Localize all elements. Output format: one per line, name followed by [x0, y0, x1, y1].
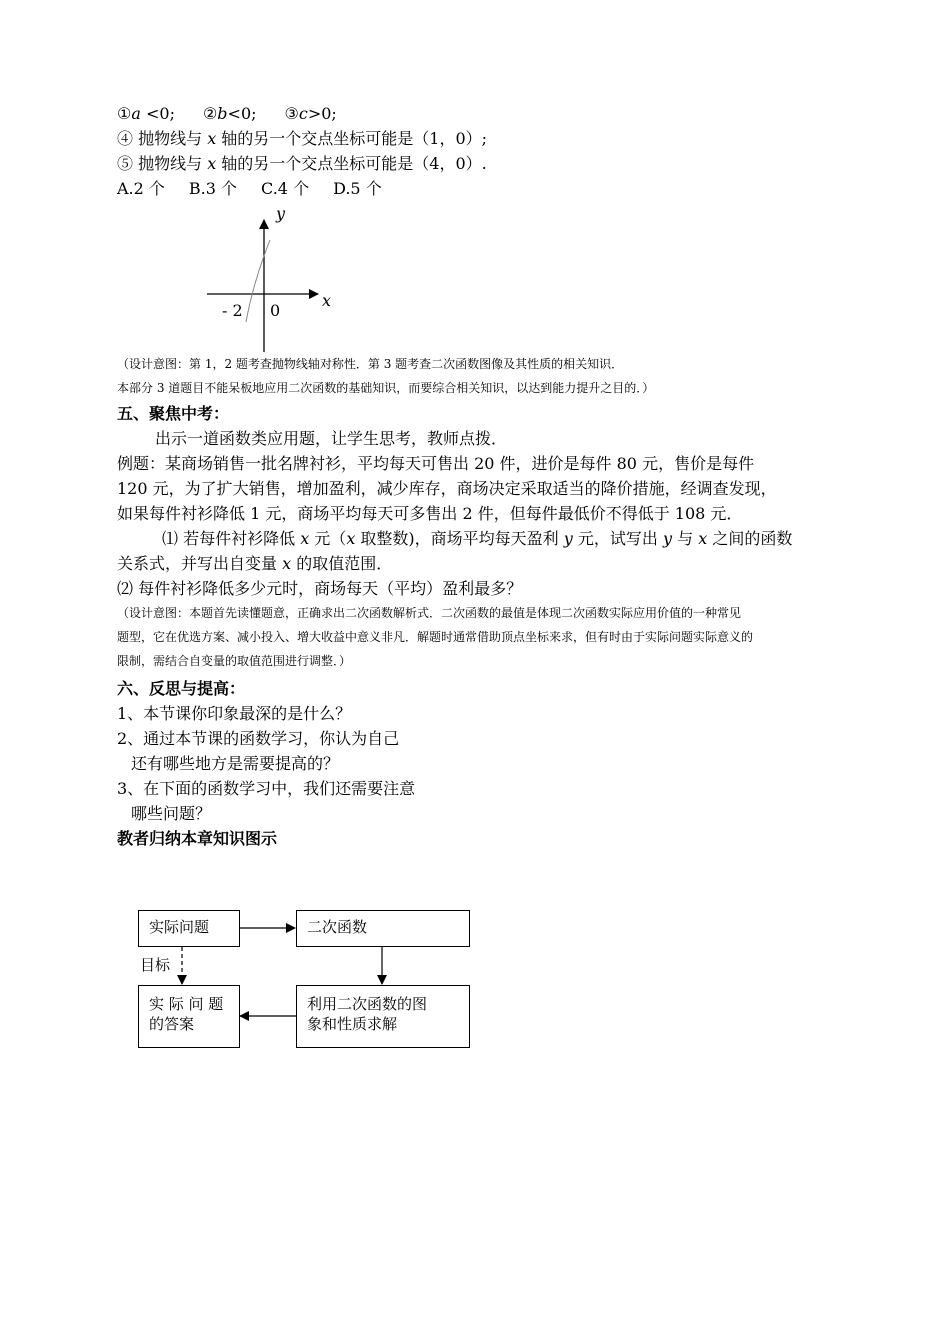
var-c: c: [298, 104, 308, 123]
option-c: C.4 个: [261, 179, 310, 198]
stmt5-post: 轴的另一个交点坐标可能是（4，0）.: [216, 154, 487, 173]
design-note-2-line3: 限制，需结合自变量的取值范围进行调整．）: [117, 654, 352, 668]
box-quadratic-function: 二次函数: [296, 910, 470, 947]
option-b: B.3 个: [188, 179, 238, 198]
q1a-p1: ⑴ 若每件衬衫降低: [162, 529, 301, 548]
example-question-2: ⑵ 每件衬衫降低多少元时，商场每天（平均）盈利最多？: [117, 579, 523, 598]
var-y: y: [563, 529, 573, 548]
option-a: A.2 个: [117, 179, 165, 198]
q3-statement-5: [117, 154, 487, 174]
graph-zero-label: 0: [270, 301, 281, 320]
cond-b: <0;: [227, 104, 257, 123]
cond-c: >0;: [307, 104, 337, 123]
q1b-p1: 关系式，并写出自变量: [117, 554, 283, 573]
reflection-item-2-cont: 还有哪些地方是需要提高的？: [131, 754, 340, 773]
var-x: x: [207, 129, 217, 148]
q1a-p3: 取整数)，商场平均每天盈利: [355, 529, 564, 548]
q3-conditions-line: [117, 104, 337, 124]
section6-title: 六、反思与提高：: [117, 679, 246, 698]
var-x: x: [346, 529, 356, 548]
summary-title: 教者归纳本章知识图示: [117, 829, 278, 848]
reflection-item-2: 2、通过本节课的函数学习，你认为自己: [117, 729, 400, 748]
box-problem-answer: 实 际 问 题 的答案: [138, 985, 240, 1048]
q1a-p5: 与: [672, 529, 699, 548]
example-question-1a: [162, 529, 792, 549]
reflection-item-3-cont: 哪些问题？: [131, 804, 212, 823]
q3-options: [117, 179, 382, 199]
var-a: a: [131, 104, 141, 123]
var-x: x: [300, 529, 310, 548]
graph-y-label: y: [276, 204, 286, 223]
box-solve-with-graph: 利用二次函数的图 象和性质求解: [296, 985, 470, 1048]
reflection-item-3: 3、在下面的函数学习中，我们还需要注意: [117, 779, 416, 798]
q1a-p2: 元（: [309, 529, 347, 548]
design-note-1-line1: （设计意图：第 1，2 题考查抛物线轴对称性．第 3 题考查二次函数图像及其性质的相关知识．: [117, 357, 624, 371]
cond-a: <0;: [140, 104, 175, 123]
example-question-1b: [117, 554, 392, 574]
q3-statement-4: [117, 129, 487, 149]
section5-intro: 出示一道函数类应用题，让学生思考，教师点拨．: [155, 429, 508, 448]
design-note-1-line2: 本部分 3 道题目不能呆板地应用二次函数的基础知识，而要综合相关知识，以达到能力提升之目的．）: [117, 381, 655, 395]
var-x: x: [207, 154, 217, 173]
graph-x-label: x: [322, 291, 332, 310]
q1a-p6: 之间的函数: [707, 529, 793, 548]
var-b: b: [217, 104, 228, 123]
example-line-1: 例题：某商场销售一批名牌衬衫，平均每天可售出 20 件，进价是每件 80 元，售价是每件: [117, 454, 755, 473]
reflection-item-1: 1、本节课你印象最深的是什么？: [117, 704, 352, 723]
design-note-2-line1: （设计意图：本题首先读懂题意，正确求出二次函数解析式．二次函数的最值是体现二次函数实际应用价值的一种常见: [117, 606, 742, 620]
section5-title: 五、聚焦中考：: [117, 404, 230, 423]
var-y: y: [663, 529, 673, 548]
design-note-2-line2: 题型，它在优选方案、减小投入、增大收益中意义非凡．解题时通常借助顶点坐标来求，但有时由于实际问题实际意义的: [117, 630, 754, 644]
parabola-curve: [246, 240, 270, 322]
stmt5-pre: ⑤ 抛物线与: [117, 154, 208, 173]
graph-neg2-label: - 2: [222, 301, 243, 320]
example-line-3: 如果每件衬衫降低 1 元，商场平均每天可多售出 2 件，但每件最低价不得低于 108 元．: [117, 504, 743, 523]
stmt4-post: 轴的另一个交点坐标可能是（1，0）;: [216, 129, 488, 148]
q1a-p4: 元，试写出: [572, 529, 663, 548]
goal-label: 目标: [140, 956, 171, 974]
circled-3: ③: [284, 104, 299, 123]
circled-2: ②: [202, 104, 218, 123]
example-line-2: 120 元，为了扩大销售，增加盈利，减少库存，商场决定采取适当的降价措施，经调查发现，: [117, 479, 777, 498]
q1b-p2: 的取值范围．: [291, 554, 393, 573]
option-d: D.5 个: [333, 179, 382, 198]
stmt4-pre: ④ 抛物线与: [117, 129, 208, 148]
var-x: x: [698, 529, 708, 548]
var-x: x: [282, 554, 292, 573]
circled-1: ①: [117, 104, 132, 123]
box-real-problem: 实际问题: [138, 910, 240, 947]
